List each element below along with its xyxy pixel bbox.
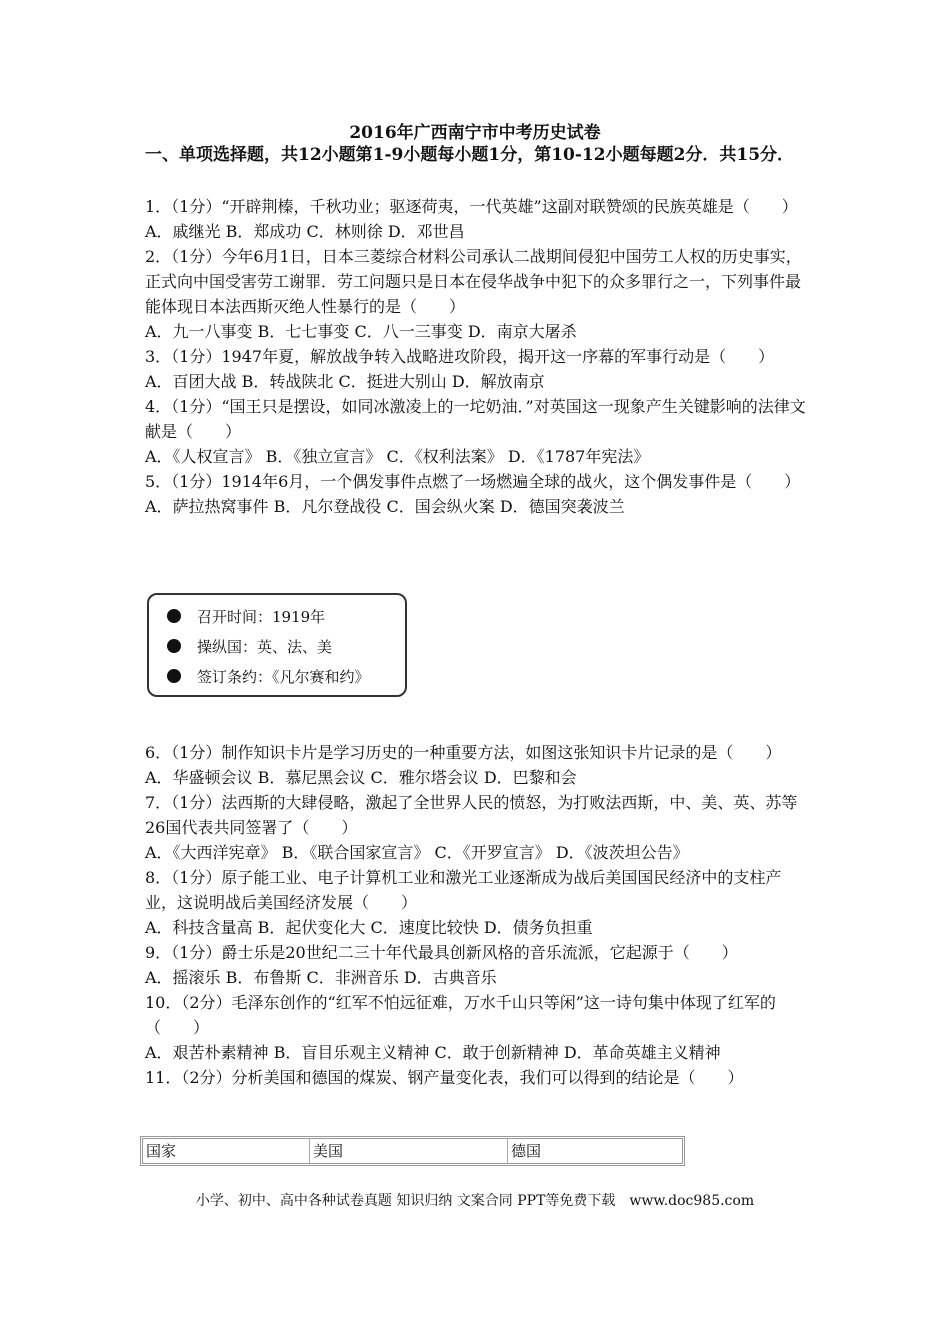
question-line: 3．（1分）1947年夏，解放战争转入战略进攻阶段，揭开这一序幕的军事行动是（ ） bbox=[145, 347, 775, 366]
card-row bbox=[167, 631, 332, 661]
answer-options: A．华盛顿会议 B．慕尼黑会议 C．雅尔塔会议 D．巴黎和会 bbox=[145, 768, 577, 787]
card-row bbox=[167, 601, 325, 631]
questions-block-1 bbox=[145, 194, 810, 519]
answer-options: A．《人权宣言》 B．《独立宣言》 C．《权利法案》 D．《1787年宪法》 bbox=[145, 447, 650, 466]
answer-options: A．戚继光 B．郑成功 C．林则徐 D．邓世昌 bbox=[145, 222, 465, 241]
table-cell: 美国 bbox=[310, 1139, 508, 1163]
answer-options: A．百团大战 B．转战陕北 C．挺进大别山 D．解放南京 bbox=[145, 372, 545, 391]
answer-options: A．摇滚乐 B．布鲁斯 C．非洲音乐 D．古典音乐 bbox=[145, 968, 497, 987]
answer-options: A．艰苦朴素精神 B．盲目乐观主义精神 C．敢于创新精神 D．革命英雄主义精神 bbox=[145, 1043, 721, 1062]
bullet-icon bbox=[167, 669, 181, 683]
data-table-header bbox=[140, 1136, 685, 1166]
answer-options: A．九一八事变 B．七七事变 C．八一三事变 D．南京大屠杀 bbox=[145, 322, 577, 341]
bullet-icon bbox=[167, 609, 181, 623]
card-text: 操纵国：英、法、美 bbox=[197, 637, 333, 656]
question-line: 5．（1分）1914年6月，一个偶发事件点燃了一场燃遍全球的战火，这个偶发事件是（ ） bbox=[145, 472, 801, 491]
section-heading: 一、单项选择题，共12小题第1-9小题每小题1分，第10-12小题每题2分．共15分． bbox=[145, 145, 795, 165]
card-row bbox=[167, 661, 370, 691]
page-footer: 小学、初中、高中各种试卷真题 知识归纳 文案合同 PPT等免费下载 www.doc985.com bbox=[195, 1193, 755, 1209]
table-cell: 国家 bbox=[143, 1139, 310, 1163]
answer-options: A．《大西洋宪章》 B．《联合国家宣言》 C．《开罗宣言》 D．《波茨坦公告》 bbox=[145, 843, 689, 862]
question-line: 9．（1分）爵士乐是20世纪二三十年代最具创新风格的音乐流派，它起源于（ ） bbox=[145, 943, 738, 962]
question-line: 7．（1分）法西斯的大肆侵略，激起了全世界人民的愤怒，为打败法西斯，中、美、英、苏等26国代表共同签署了（ ） bbox=[145, 793, 798, 837]
question-line: 8．（1分）原子能工业、电子计算机工业和激光工业逐渐成为战后美国国民经济中的支柱产业，这说明战后美国经济发展（ ） bbox=[145, 868, 782, 912]
question-line: 2．（1分）今年6月1日，日本三菱综合材料公司承认二战期间侵犯中国劳工人权的历史事实，正式向中国受害劳工谢罪．劳工问题只是日本在侵华战争中犯下的众多罪行之一，下列事件最能体现日本法西斯灭绝人性暴行的是（ ） bbox=[145, 247, 802, 316]
question-line: 1．（1分）“开辟荆榛，千秋功业；驱逐荷夷，一代英雄”这副对联赞颂的民族英雄是（ ） bbox=[145, 197, 798, 216]
answer-options: A．科技含量高 B．起伏变化大 C．速度比较快 D．债务负担重 bbox=[145, 918, 593, 937]
answer-options: A．萨拉热窝事件 B．凡尔登战役 C．国会纵火案 D．德国突袭波兰 bbox=[145, 497, 625, 516]
exam-title: 2016年广西南宁市中考历史试卷 bbox=[349, 123, 601, 143]
card-text: 签订条约：《凡尔赛和约》 bbox=[197, 667, 370, 686]
table-cell: 德国 bbox=[511, 1142, 542, 1160]
card-text: 召开时间：1919年 bbox=[197, 607, 326, 626]
question-line: 10．（2分）毛泽东创作的“红军不怕远征难，万水千山只等闲”这一诗句集中体现了红军的（ ） bbox=[145, 993, 776, 1037]
bullet-icon bbox=[167, 639, 181, 653]
question-line: 11．（2分）分析美国和德国的煤炭、钢产量变化表，我们可以得到的结论是（ ） bbox=[145, 1068, 744, 1087]
question-line: 4．（1分）“国王只是摆设，如同冰激凌上的一坨奶油．”对英国这一现象产生关键影响的法律文献是（ ） bbox=[145, 397, 806, 441]
questions-block-2 bbox=[145, 740, 810, 1090]
question-line: 6．（1分）制作知识卡片是学习历史的一种重要方法，如图这张知识卡片记录的是（ ） bbox=[145, 743, 782, 762]
knowledge-card bbox=[147, 593, 407, 697]
